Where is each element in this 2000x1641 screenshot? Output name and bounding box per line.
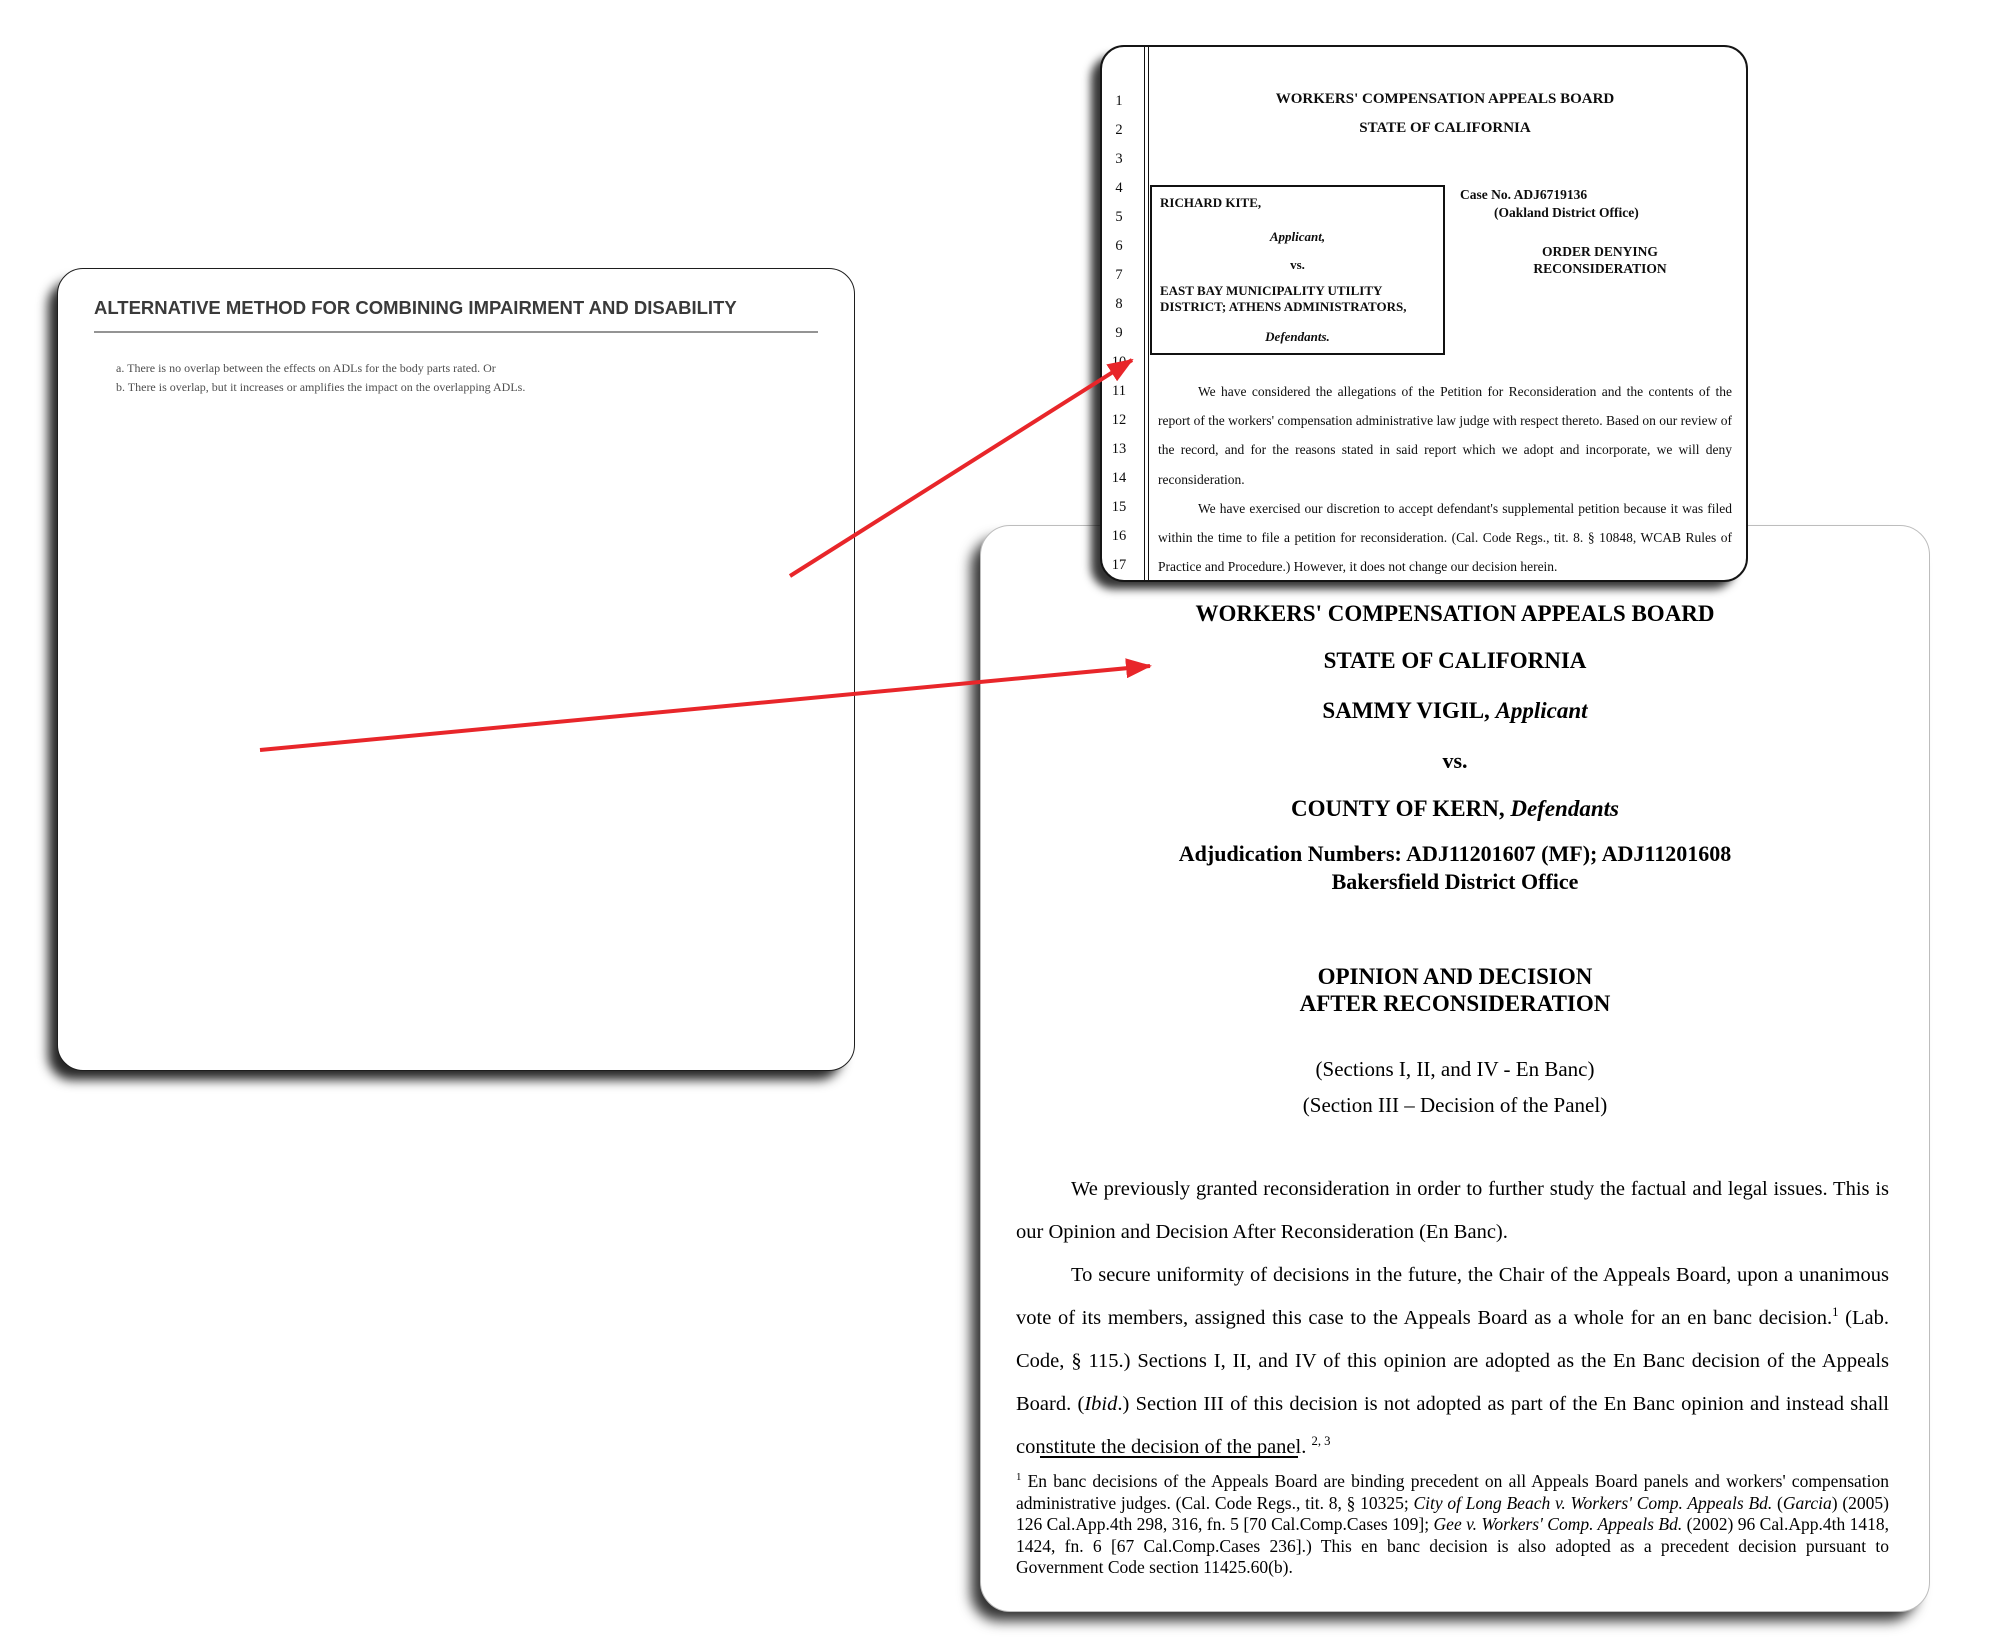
text-run: 1 (1016, 1471, 1022, 1484)
vigil-body (1016, 1168, 1889, 1469)
list-item: b. There is overlap, but it increases or amplifies the impact on the overlapping ADLs. (116, 379, 526, 394)
article-title: ALTERNATIVE METHOD FOR COMBINING IMPAIRMENT AND DISABILITY (94, 297, 737, 318)
kite-court-heading: WORKERS' COMPENSATION APPEALS BOARD (1275, 91, 1615, 107)
text-run: SAMMY VIGIL, (1322, 698, 1496, 723)
vigil-vs-line: vs. (1442, 748, 1468, 773)
text-run: Ibid (1084, 1393, 1118, 1415)
vigil-footnote (1016, 1471, 1889, 1579)
vigil-applicant-line (981, 698, 1929, 724)
vigil-opinion-title-line2: AFTER RECONSIDERATION (1299, 991, 1611, 1016)
line-number: 1 (1115, 93, 1123, 109)
kite-case-number: Case No. ADJ6719136 (1460, 187, 1588, 202)
title-divider (94, 331, 818, 333)
kite-order-title-line2: RECONSIDERATION (1533, 261, 1667, 276)
line-number: 7 (1115, 267, 1123, 283)
text-run: .) Section III of this decision is not adopted as part of the En Banc opinion and instead shall constitute the decision of the panel. (1016, 1393, 1889, 1458)
line-number: 9 (1115, 325, 1123, 341)
text-run: 1 (1832, 1305, 1839, 1320)
case-caption-box (1150, 185, 1445, 355)
line-number: 10 (1111, 354, 1127, 370)
kite-paragraph-2: We have exercised our discretion to accept defendant's supplemental petition because it was filed within the time to file a petition for reconsideration. (Cal. Code Regs., tit. 8. § 10848, WCAB Rules of Practice and Procedure.) However, it does not change our decision herein. (1158, 500, 1732, 575)
text-run: Applicant (1495, 698, 1588, 723)
line-number: 16 (1111, 528, 1127, 544)
vigil-defendant-line (981, 796, 1929, 822)
vigil-district-office: Bakersfield District Office (1331, 869, 1579, 894)
text-run: En banc decisions of the Appeals Board are binding precedent on all Appeals Board panels and workers' compensation administrative judges. (Cal. Code Regs., tit. 8, § 10325; (1016, 1471, 1889, 1513)
pleading-rule (1144, 47, 1149, 580)
kite-district-office: (Oakland District Office) (1494, 205, 1639, 220)
kite-order-title-line1: ORDER DENYING (1542, 244, 1658, 259)
vigil-section-note-1: (Sections I, II, and IV - En Banc) (1315, 1057, 1595, 1081)
text-run: To secure uniformity of decisions in the future, the Chair of the Appeals Board, upon a unanimous vote of its members, assigned this case to the Appeals Board as a whole for an en banc decision. (1016, 1264, 1889, 1329)
text-run: ) (2005) 126 Cal.App.4th 298, 316, fn. 5 [70 Cal.Comp.Cases 109]; (1016, 1492, 1890, 1534)
line-number: 6 (1115, 238, 1123, 254)
kite-vs-line: vs. (1290, 257, 1305, 272)
vigil-paragraph-2 (1016, 1254, 1889, 1469)
text-run: ( (1772, 1492, 1783, 1513)
article-body (94, 359, 818, 397)
text-run: Gee v. Workers' Comp. Appeals Bd. (1433, 1514, 1683, 1534)
text-run: (2002) 96 Cal.App.4th 1418, 1424, fn. 6 [67 Cal.Comp.Cases 236].) This en banc decision is also adopted as a precedent decision pursuant to Government Code section 11425.60(b). (1016, 1514, 1889, 1577)
vigil-adjudication-numbers: Adjudication Numbers: ADJ11201607 (MF); ADJ11201608 (1178, 841, 1732, 866)
line-number-column (1104, 87, 1134, 580)
line-number: 17 (1111, 557, 1127, 573)
line-number: 13 (1111, 441, 1127, 457)
footnote-separator (1040, 1456, 1298, 1458)
line-number: 15 (1111, 499, 1127, 515)
line-number: 5 (1115, 209, 1123, 225)
line-number: 11 (1112, 383, 1126, 399)
line-number: 12 (1111, 412, 1127, 428)
article-panel (57, 268, 855, 1071)
kite-applicant-label: Applicant, (1269, 229, 1326, 244)
line-number: 4 (1115, 180, 1123, 196)
kite-applicant-name: RICHARD KITE, (1160, 195, 1262, 210)
text-run: Defendants (1510, 796, 1619, 821)
kite-paragraph-1: We have considered the allegations of the Petition for Reconsideration and the contents of the report of the workers' compensation administrative law judge with respect thereto. Based on our review of the record, and for the reasons stated in said report which we adopt and incorporate, we will deny reconsideration. (1158, 384, 1732, 487)
text-run: COUNTY OF KERN, (1291, 796, 1511, 821)
kite-order-title (1460, 243, 1740, 277)
vigil-section-note-2: (Section III – Decision of the Panel) (1302, 1093, 1608, 1117)
kite-defendant-label: Defendants. (1265, 329, 1330, 344)
vigil-state-heading: STATE OF CALIFORNIA (1323, 648, 1587, 673)
line-number: 8 (1115, 296, 1123, 312)
kite-order-body (1158, 377, 1732, 581)
text-run: City of Long Beach v. Workers' Comp. Appeals Bd. (1413, 1492, 1773, 1513)
line-number: 14 (1111, 470, 1127, 486)
vigil-opinion-title-line1: OPINION AND DECISION (1317, 964, 1593, 989)
vigil-decision-panel (980, 525, 1930, 1612)
text-run: (Lab. Code, § 115.) Sections I, II, and IV of this opinion are adopted as the En Banc decision of the Appeals Board. ( (1016, 1307, 1889, 1415)
adl-conditions-list (94, 359, 818, 397)
vigil-court-heading: WORKERS' COMPENSATION APPEALS BOARD (1195, 601, 1715, 626)
list-item: a. There is no overlap between the effects on ADLs for the body parts rated. Or (116, 361, 496, 375)
vigil-paragraph-1: We previously granted reconsideration in order to further study the factual and legal issues. This is our Opinion and Decision After Reconsideration (En Banc). (1016, 1178, 1889, 1243)
line-number: 2 (1115, 122, 1123, 138)
text-run: Garcia (1782, 1492, 1832, 1513)
kite-order-panel (1100, 45, 1748, 582)
text-run: 2, 3 (1311, 1434, 1331, 1449)
line-number: 3 (1115, 151, 1123, 167)
kite-defendant-name: EAST BAY MUNICIPALITY UTILITY DISTRICT; ATHENS ADMINISTRATORS, (1160, 283, 1407, 314)
kite-state-heading: STATE OF CALIFORNIA (1359, 120, 1531, 136)
